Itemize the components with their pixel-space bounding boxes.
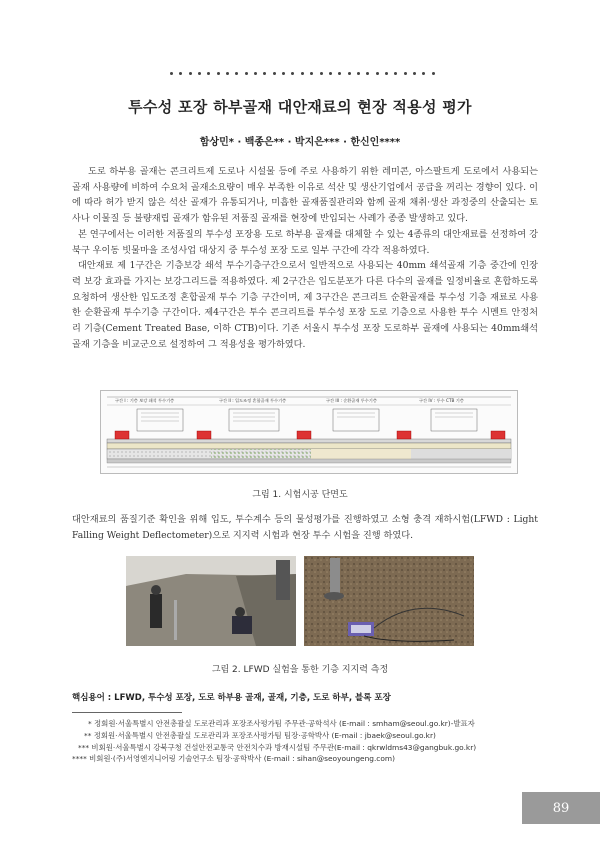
- keywords-line: 핵심용어 : LFWD, 투수성 포장, 도로 하부용 골재, 골재, 기층, 도로 하부, 블록 포장: [72, 693, 391, 703]
- section-label-4: 구간 IV : 투수 CTB 기층: [419, 398, 464, 403]
- cross-section-figure: [100, 390, 518, 474]
- section-label-3: 구간 III : 순환골재 투수기층: [326, 398, 377, 403]
- paper-title: 투수성 포장 하부골재 대안재료의 현장 적용성 평가: [128, 98, 472, 116]
- body-section-2: [72, 512, 538, 543]
- decorative-dot-row: [170, 72, 435, 78]
- paragraph-study: 본 연구에서는 이러한 저품질의 투수성 포장용 도로 하부용 골재를 대체할 수 있는 4종류의 대안재료를 선정하여 강북구 우이동 빗물마을 조성사업 대상지 중 투수성 포장 도로 일부 구간에 각각 적용하였다.: [72, 228, 539, 256]
- footnote-divider: [72, 712, 182, 713]
- section-label-1: 구간 I : 기층 보강 쇄석 투수기층: [115, 398, 175, 403]
- figure-2-caption: 그림 2. LFWD 실험을 통한 기층 지지력 측정: [211, 665, 389, 675]
- paragraph-intro: 도로 하부용 골재는 콘크리트제 도로나 시설물 등에 주로 사용하기 위한 레미콘, 아스팔트게 도로에서 사용되는 골재 사용량에 비하여 수요처 골재소요량이 매우 부족한 이유로 석산 및 생산기업에서 공급을 꺼리는 경향이 있다. 이에 따라 허가 받지 않은 석산 골재가 유통되거나, 미흡한 골재품질관리와 함께 골재 채취·생산 과정중의 산출되는 토사나 이물질 등 불량재립 골재가 함유된 저품질 골재를 현장에 반입되는 사례가 종종 발생하고 있다.: [72, 166, 538, 225]
- footnote-1: * 정회원·서울특별시 안전총괄실 도로관리과 포장조사평가팀 주무관·공학석사 (E-mail : smham@seoul.go.kr)-발표자: [88, 719, 475, 728]
- paragraph-sections: 대안재료 제 1구간은 기층보강 쇄석 투수기층구간으로서 일반적으로 사용되는 40mm 쇄석골재 기층 중간에 인장력 보강 효과를 가지는 보강그리드를 적용하였다. 제 2구간은 입도분포가 다른 다수의 골재를 일정비율로 혼합하도록 요청하여 생산한 입도조정 혼합골재 투수 기층 구간이며, 제 3구간은 콘크리트 순환골재를 투수성 기층 재료로 사용한 순환골재 투수기층 구간이다. 제4구간은 투수 콘크리트를 투수성 포장 도로 기층으로 사용한 투수 시멘트 안정처리 기층(Cement Treated Base, 이하 CTB)이다. 기존 서울시 투수성 포장 도로하부 골재에 사용되는 40mm쇄석 골재 기층을 비교군으로 설정하여 그 적용성을 평가하였다.: [72, 260, 538, 350]
- site-photo-left: [126, 556, 296, 646]
- body-section-1: [72, 164, 538, 352]
- footnote-2: ** 정회원·서울특별시 안전총괄실 도로관리과 포장조사평가팀 팀장·공학박사 (E-mail : jbaek@seoul.go.kr): [84, 730, 436, 740]
- paragraph-testing: 대안재료의 품질기준 확인을 위해 입도, 투수계수 등의 물성평가를 진행하였고 소형 충격 재하시험(LFWD : Light Falling Weight Deflectometer)으로 지지력 시험과 현장 투수 시험을 진행 하였다.: [72, 514, 538, 541]
- section-label-2: 구간 II : 입도조정 혼합골재 투수기층: [219, 398, 287, 403]
- footnotes: [72, 718, 552, 765]
- page-number: 89: [522, 792, 600, 824]
- site-photo-right: [304, 556, 474, 646]
- figure-1-caption: 그림 1. 시험시공 단면도: [252, 490, 348, 500]
- footnote-4: **** 비회원·(주)서영엔지니어링 기술연구소 팀장·공학박사 (E-mail : sihan@seoyoungeng.com): [72, 754, 395, 764]
- footnote-3: *** 비회원·서울특별시 강북구청 건설안전교통국 안전치수과 방재시설팀 주무관(E-mail : qkrwldms43@gangbuk.go.kr): [78, 742, 477, 752]
- cross-section-drawing: [101, 391, 517, 473]
- author-line: 함상민* · 백종은** · 박지은*** · 한신인****: [199, 137, 401, 148]
